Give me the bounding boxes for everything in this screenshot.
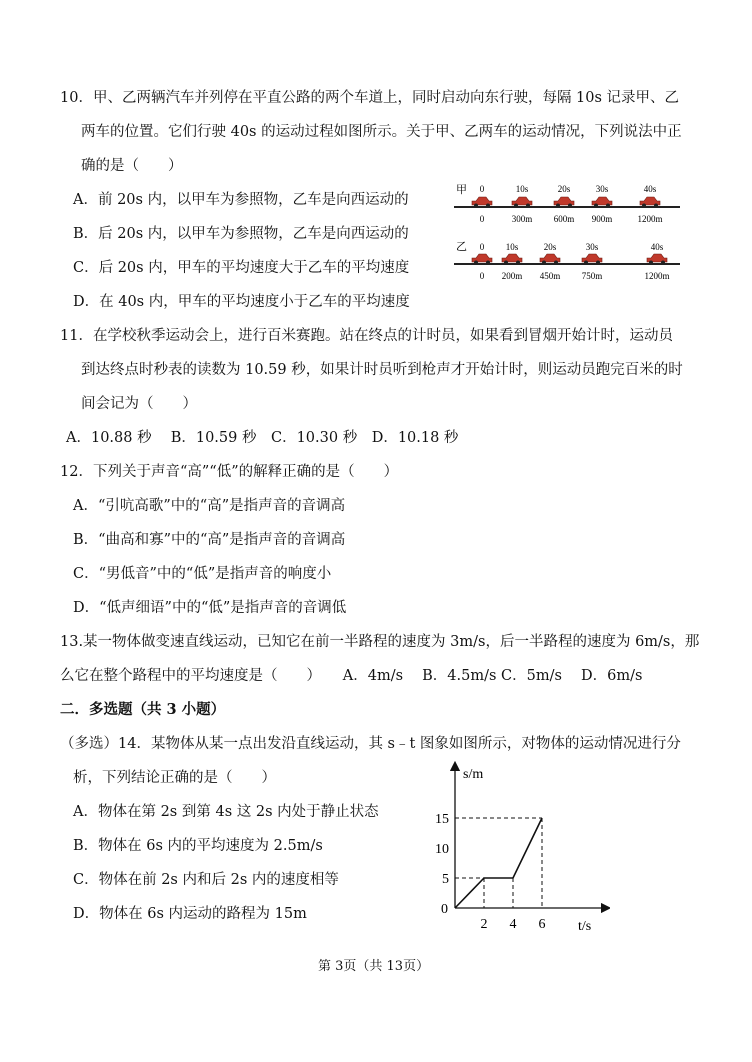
car_a-time-label: 20s — [557, 184, 571, 194]
st-line — [455, 818, 542, 908]
q12-option-a: A．“引吭高歌”中的“高”是指声音的音调高 — [73, 498, 346, 514]
car_b-car-icon — [647, 254, 667, 265]
q12-option-b: B．“曲高和寡”中的“高”是指声音的音调高 — [73, 532, 346, 548]
page-number: 第 3页（共 13页） — [318, 959, 430, 974]
q10-stem-line2: 两车的位置。它们行驶 40s 的运动过程如图所示。关于甲、乙两车的运动情况，下列说法中正 — [81, 124, 682, 140]
car_a-time-label: 0 — [479, 184, 485, 194]
q14-st-graph — [428, 758, 610, 938]
car_a-time-label: 30s — [595, 184, 609, 194]
car_a-car-icon — [472, 197, 492, 208]
car_b-car-icon — [582, 254, 602, 265]
car_b-distance-label: 200m — [501, 271, 523, 281]
car_a-car-icon — [512, 197, 532, 208]
car_b-time-label: 0 — [479, 242, 485, 252]
q14-stem-line2: 析，下列结论正确的是（ ） — [73, 770, 276, 786]
car_b-time-label: 30s — [585, 242, 599, 252]
car_a-car-icon — [640, 197, 660, 208]
q10-stem-line3: 确的是（ ） — [81, 158, 183, 174]
car_a-time-label: 40s — [643, 184, 657, 194]
car_a-time-label: 10s — [515, 184, 529, 194]
q10-car-position-figure — [452, 178, 682, 288]
y-axis-label: s/m — [463, 767, 484, 782]
q13-stem-line1: 13.某一物体做变速直线运动，已知它在前一半路程的速度为 3m/s，后一半路程的速度为 6m/s，那 — [60, 634, 700, 650]
car_b-car-icon — [472, 254, 492, 265]
q10-option-c: C．后 20s 内，甲车的平均速度大于乙车的平均速度 — [73, 260, 410, 276]
car_b-distance-label: 750m — [581, 271, 603, 281]
q14-stem-line1: （多选）14．某物体从某一点出发沿直线运动，其 s﹣t 图象如图所示，对物体的运动情况进行分 — [60, 736, 681, 752]
car_a-distance-label: 0 — [479, 214, 485, 224]
q12-option-d: D．“低声细语”中的“低”是指声音的音调低 — [73, 600, 347, 616]
car_b-distance-label: 0 — [479, 271, 485, 281]
car_b-car-icon — [502, 254, 522, 265]
q14-option-d: D．物体在 6s 内运动的路程为 15m — [73, 906, 307, 922]
car_b-distance-label: 1200m — [644, 271, 670, 281]
q11-stem-line2: 到达终点时秒表的读数为 10.59 秒，如果计时员听到枪声才开始计时，则运动员跑完百米的时 — [81, 362, 683, 378]
q14-option-c: C．物体在前 2s 内和后 2s 内的速度相等 — [73, 872, 339, 888]
car_a-car-icon — [554, 197, 574, 208]
car_b-time-label: 10s — [505, 242, 519, 252]
q10-stem-line1: 10．甲、乙两辆汽车并列停在平直公路的两个车道上，同时启动向东行驶，每隔 10s 记录甲、乙 — [60, 90, 680, 106]
x-axis-label: t/s — [578, 919, 592, 934]
y-tick-label: 10 — [435, 842, 449, 857]
x-tick-label: 6 — [538, 917, 546, 932]
car-a-label: 甲 — [456, 184, 467, 196]
q10-option-d: D．在 40s 内，甲车的平均速度小于乙车的平均速度 — [73, 294, 410, 310]
q13-stem-line2: 么它在整个路程中的平均速度是（ ） A．4m/s B．4.5m/s C．5m/s D．6m/s — [60, 668, 643, 684]
section-title-multiple-choice: 二．多选题（共 3 小题） — [60, 701, 226, 718]
x-tick-label: 2 — [480, 917, 488, 932]
y-tick-label: 5 — [442, 872, 449, 887]
q11-stem-line3: 间会记为（ ） — [81, 396, 197, 412]
car_b-distance-label: 450m — [539, 271, 561, 281]
car_a-distance-label: 300m — [511, 214, 533, 224]
q11-options: A．10.88 秒 B．10.59 秒 C．10.30 秒 D．10.18 秒 — [66, 430, 459, 446]
car_a-distance-label: 1200m — [637, 214, 663, 224]
y-tick-label: 15 — [435, 812, 449, 827]
car_b-time-label: 20s — [543, 242, 557, 252]
car-b-label: 乙 — [456, 241, 467, 253]
car_b-time-label: 40s — [650, 242, 664, 252]
q10-option-b: B．后 20s 内，以甲车为参照物，乙车是向西运动的 — [73, 226, 409, 242]
car_a-car-icon — [592, 197, 612, 208]
q10-option-a: A．前 20s 内，以甲车为参照物，乙车是向西运动的 — [73, 192, 409, 208]
car_b-car-icon — [540, 254, 560, 265]
q12-option-c: C．“男低音”中的“低”是指声音的响度小 — [73, 566, 332, 582]
x-tick-label: 4 — [509, 917, 517, 932]
q12-stem: 12．下列关于声音“高”“低”的解释正确的是（ ） — [60, 464, 399, 480]
car_a-distance-label: 600m — [553, 214, 575, 224]
origin-label: 0 — [441, 902, 448, 917]
q14-option-b: B．物体在 6s 内的平均速度为 2.5m/s — [73, 838, 323, 854]
car_a-distance-label: 900m — [591, 214, 613, 224]
q11-stem-line1: 11．在学校秋季运动会上，进行百米赛跑。站在终点的计时员，如果看到冒烟开始计时，运动员 — [60, 328, 673, 344]
q14-option-a: A．物体在第 2s 到第 4s 这 2s 内处于静止状态 — [73, 804, 379, 820]
